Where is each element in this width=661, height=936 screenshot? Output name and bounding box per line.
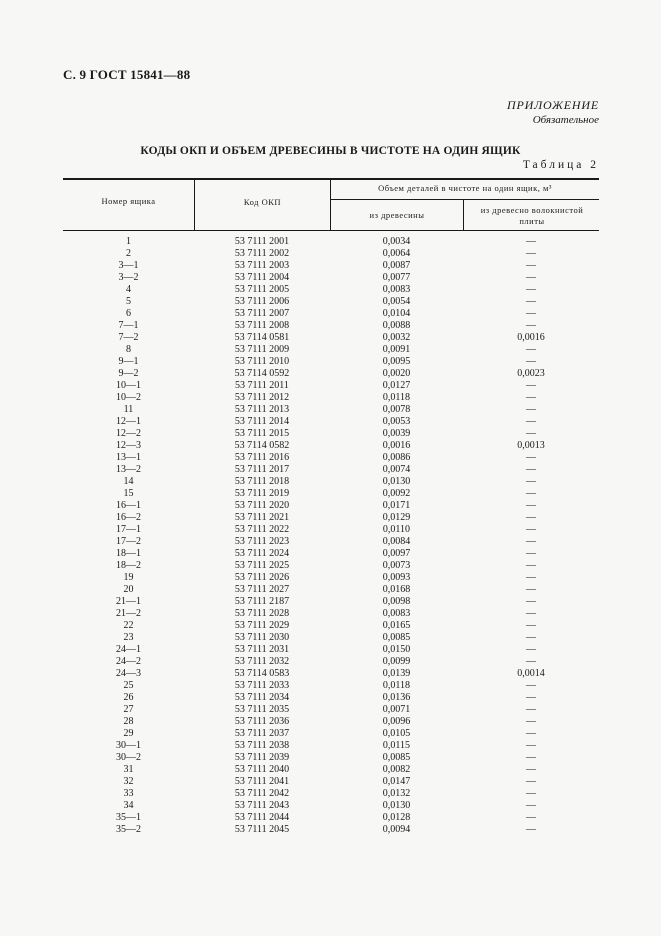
box-number-cell: 6 — [126, 308, 131, 319]
okp-code-cell: 53 7111 2037 — [234, 728, 290, 739]
fiberboard-volume-cell: 0,0014 — [517, 668, 545, 679]
okp-code-cell: 53 7111 2006 — [234, 296, 290, 307]
box-number-cell: 2 — [126, 248, 131, 259]
box-number-cell: 30—2 — [116, 752, 141, 763]
table-row — [63, 416, 599, 428]
fiberboard-volume-cell: — — [526, 320, 536, 331]
fiberboard-volume-cell: — — [526, 728, 536, 739]
wood-volume-cell: 0,0034 — [382, 236, 411, 247]
box-number-cell: 22 — [123, 620, 134, 631]
box-number-cell: 29 — [123, 728, 134, 739]
okp-code-cell: 53 7111 2187 — [234, 596, 290, 607]
fiberboard-volume-cell: — — [526, 572, 536, 583]
table-row — [63, 428, 599, 440]
fiberboard-volume-cell: — — [526, 428, 536, 439]
fiberboard-volume-cell: — — [526, 392, 536, 403]
fiberboard-volume-cell: — — [526, 620, 536, 631]
box-number-cell: 3—1 — [118, 260, 139, 271]
fiberboard-volume-cell: — — [526, 524, 536, 535]
fiberboard-volume-cell: — — [526, 716, 536, 727]
okp-code-cell: 53 7111 2012 — [234, 392, 290, 403]
appendix-block — [507, 98, 599, 126]
fiberboard-volume-cell: — — [526, 296, 536, 307]
table-row — [63, 488, 599, 500]
table-header-bottom-rule — [63, 230, 599, 231]
wood-volume-cell: 0,0078 — [382, 404, 411, 415]
fiberboard-volume-cell: — — [526, 788, 536, 799]
table-row — [63, 680, 599, 692]
fiberboard-volume-cell: — — [526, 308, 536, 319]
okp-code-cell: 53 7111 2027 — [234, 584, 290, 595]
table-row — [63, 644, 599, 656]
box-number-cell: 24—3 — [116, 668, 141, 679]
box-number-cell: 35—2 — [116, 824, 141, 835]
okp-code-cell: 53 7111 2036 — [234, 716, 290, 727]
box-number-cell: 7—2 — [118, 332, 139, 343]
table-row — [63, 608, 599, 620]
fiberboard-volume-cell: — — [526, 764, 536, 775]
box-number-cell: 24—1 — [116, 644, 141, 655]
box-number-cell: 16—1 — [116, 500, 141, 511]
box-number-cell: 34 — [123, 800, 134, 811]
fiberboard-volume-cell: — — [526, 500, 536, 511]
wood-volume-cell: 0,0095 — [382, 356, 411, 367]
table-row — [63, 440, 599, 452]
table-row — [63, 248, 599, 260]
wood-volume-cell: 0,0147 — [382, 776, 411, 787]
okp-code-cell: 53 7111 2028 — [234, 608, 290, 619]
fiberboard-volume-cell: — — [526, 344, 536, 355]
wood-volume-cell: 0,0129 — [382, 512, 411, 523]
wood-volume-cell: 0,0085 — [382, 632, 411, 643]
subheader-rule — [330, 199, 599, 200]
wood-volume-cell: 0,0110 — [382, 524, 411, 535]
box-number-cell: 10—2 — [116, 392, 141, 403]
table-row — [63, 284, 599, 296]
box-number-cell: 9—1 — [118, 356, 139, 367]
table-row — [63, 812, 599, 824]
wood-volume-cell: 0,0071 — [382, 704, 411, 715]
box-number-cell: 35—1 — [116, 812, 141, 823]
header-okp-code: Код ОКП — [243, 197, 282, 207]
wood-volume-cell: 0,0085 — [382, 752, 411, 763]
box-number-cell: 20 — [123, 584, 134, 595]
wood-volume-cell: 0,0054 — [382, 296, 411, 307]
table-top-rule — [63, 178, 599, 180]
okp-code-cell: 53 7111 2008 — [234, 320, 290, 331]
box-number-cell: 30—1 — [116, 740, 141, 751]
okp-code-cell: 53 7111 2005 — [234, 284, 290, 295]
table-label: Таблица 2 — [522, 159, 599, 171]
table-row — [63, 236, 599, 248]
fiberboard-volume-cell: — — [526, 404, 536, 415]
table-row — [63, 524, 599, 536]
box-number-cell: 13—1 — [116, 452, 141, 463]
table-row — [63, 560, 599, 572]
okp-code-cell: 53 7111 2001 — [234, 236, 290, 247]
table-row — [63, 692, 599, 704]
okp-code-cell: 53 7111 2018 — [234, 476, 290, 487]
table-row — [63, 584, 599, 596]
okp-code-cell: 53 7111 2024 — [234, 548, 290, 559]
wood-volume-cell: 0,0053 — [382, 416, 411, 427]
fiberboard-volume-cell: — — [526, 452, 536, 463]
wood-volume-cell: 0,0096 — [382, 716, 411, 727]
box-number-cell: 4 — [126, 284, 131, 295]
box-number-cell: 16—2 — [116, 512, 141, 523]
wood-volume-cell: 0,0092 — [382, 488, 411, 499]
header-wood: из древесины — [369, 210, 425, 220]
fiberboard-volume-cell: — — [526, 476, 536, 487]
box-number-cell: 18—2 — [116, 560, 141, 571]
fiberboard-volume-cell: — — [526, 488, 536, 499]
wood-volume-cell: 0,0020 — [382, 368, 411, 379]
wood-volume-cell: 0,0077 — [382, 272, 411, 283]
wood-volume-cell: 0,0088 — [382, 320, 411, 331]
table-row — [63, 260, 599, 272]
wood-volume-cell: 0,0128 — [382, 812, 411, 823]
box-number-cell: 33 — [123, 788, 134, 799]
box-number-cell: 12—1 — [116, 416, 141, 427]
document-title: КОДЫ ОКП И ОБЪЕМ ДРЕВЕСИНЫ В ЧИСТОТЕ НА ОДИН ЯЩИК — [140, 145, 521, 157]
okp-code-cell: 53 7111 2010 — [234, 356, 290, 367]
box-number-cell: 17—2 — [116, 536, 141, 547]
column-divider — [463, 199, 464, 230]
fiberboard-volume-cell: — — [526, 536, 536, 547]
okp-code-cell: 53 7111 2020 — [234, 500, 290, 511]
box-number-cell: 21—1 — [116, 596, 141, 607]
table-row — [63, 308, 599, 320]
table-row — [63, 668, 599, 680]
table-row — [63, 764, 599, 776]
header-fiberboard: из древесно волокнистой плиты — [480, 205, 584, 226]
okp-code-cell: 53 7111 2042 — [234, 788, 290, 799]
table-row — [63, 776, 599, 788]
fiberboard-volume-cell: — — [526, 740, 536, 751]
fiberboard-volume-cell: — — [526, 680, 536, 691]
okp-code-cell: 53 7111 2026 — [234, 572, 290, 583]
box-number-cell: 8 — [126, 344, 131, 355]
box-number-cell: 10—1 — [116, 380, 141, 391]
wood-volume-cell: 0,0168 — [382, 584, 411, 595]
fiberboard-volume-cell: — — [526, 800, 536, 811]
wood-volume-cell: 0,0136 — [382, 692, 411, 703]
fiberboard-volume-cell: 0,0013 — [517, 440, 545, 451]
box-number-cell: 19 — [123, 572, 134, 583]
fiberboard-volume-cell: — — [526, 644, 536, 655]
okp-code-cell: 53 7111 2009 — [234, 344, 290, 355]
okp-code-cell: 53 7111 2043 — [234, 800, 290, 811]
wood-volume-cell: 0,0073 — [382, 560, 411, 571]
table-row — [63, 800, 599, 812]
table-body — [63, 236, 599, 836]
table-row — [63, 368, 599, 380]
table-row — [63, 632, 599, 644]
okp-code-cell: 53 7111 2002 — [234, 248, 290, 259]
box-number-cell: 12—2 — [116, 428, 141, 439]
box-number-cell: 14 — [123, 476, 134, 487]
table-row — [63, 272, 599, 284]
fiberboard-volume-cell: 0,0016 — [517, 332, 545, 343]
table-row — [63, 380, 599, 392]
fiberboard-volume-cell: — — [526, 752, 536, 763]
okp-code-cell: 53 7111 2017 — [234, 464, 290, 475]
wood-volume-cell: 0,0097 — [382, 548, 411, 559]
table-row — [63, 728, 599, 740]
okp-code-cell: 53 7111 2007 — [234, 308, 290, 319]
okp-code-cell: 53 7111 2019 — [234, 488, 290, 499]
fiberboard-volume-cell: — — [526, 380, 536, 391]
okp-code-cell: 53 7111 2003 — [234, 260, 290, 271]
table-row — [63, 740, 599, 752]
okp-code-cell: 53 7111 2015 — [234, 428, 290, 439]
okp-code-cell: 53 7111 2011 — [235, 380, 289, 391]
okp-code-cell: 53 7111 2035 — [234, 704, 290, 715]
okp-code-cell: 53 7111 2014 — [234, 416, 290, 427]
fiberboard-volume-cell: — — [526, 284, 536, 295]
wood-volume-cell: 0,0115 — [382, 740, 411, 751]
box-number-cell: 7—1 — [118, 320, 139, 331]
box-number-cell: 32 — [123, 776, 134, 787]
wood-volume-cell: 0,0091 — [382, 344, 411, 355]
box-number-cell: 31 — [123, 764, 134, 775]
wood-volume-cell: 0,0083 — [382, 284, 411, 295]
table-row — [63, 296, 599, 308]
okp-code-cell: 53 7111 2023 — [234, 536, 290, 547]
fiberboard-volume-cell: — — [526, 608, 536, 619]
wood-volume-cell: 0,0130 — [382, 800, 411, 811]
box-number-cell: 11 — [123, 404, 134, 415]
table-row — [63, 788, 599, 800]
box-number-cell: 3—2 — [118, 272, 139, 283]
table-row — [63, 332, 599, 344]
okp-code-cell: 53 7111 2013 — [234, 404, 290, 415]
okp-code-cell: 53 7111 2038 — [234, 740, 290, 751]
box-number-cell: 28 — [123, 716, 134, 727]
wood-volume-cell: 0,0171 — [382, 500, 411, 511]
fiberboard-volume-cell: — — [526, 584, 536, 595]
box-number-cell: 25 — [123, 680, 134, 691]
table-row — [63, 704, 599, 716]
okp-code-cell: 53 7111 2039 — [234, 752, 290, 763]
wood-volume-cell: 0,0099 — [382, 656, 411, 667]
okp-code-cell: 53 7111 2004 — [234, 272, 290, 283]
box-number-cell: 15 — [123, 488, 134, 499]
okp-code-cell: 53 7111 2031 — [234, 644, 290, 655]
box-number-cell: 1 — [126, 236, 131, 247]
wood-volume-cell: 0,0165 — [382, 620, 411, 631]
box-number-cell: 27 — [123, 704, 134, 715]
table-row — [63, 344, 599, 356]
table-row — [63, 404, 599, 416]
box-number-cell: 9—2 — [118, 368, 139, 379]
table-row — [63, 320, 599, 332]
okp-code-cell: 53 7114 0583 — [234, 668, 290, 679]
okp-code-cell: 53 7111 2025 — [234, 560, 290, 571]
table-row — [63, 620, 599, 632]
box-number-cell: 26 — [123, 692, 134, 703]
box-number-cell: 12—3 — [116, 440, 141, 451]
wood-volume-cell: 0,0032 — [382, 332, 411, 343]
table-row — [63, 356, 599, 368]
table-row — [63, 536, 599, 548]
wood-volume-cell: 0,0082 — [382, 764, 411, 775]
wood-volume-cell: 0,0098 — [382, 596, 411, 607]
wood-volume-cell: 0,0139 — [382, 668, 411, 679]
okp-code-cell: 53 7114 0592 — [234, 368, 290, 379]
okp-code-cell: 53 7111 2045 — [234, 824, 290, 835]
header-volume-group: Объем деталей в чистоте на один ящик, м³ — [378, 183, 552, 193]
box-number-cell: 21—2 — [116, 608, 141, 619]
fiberboard-volume-cell: — — [526, 824, 536, 835]
okp-code-cell: 53 7111 2021 — [234, 512, 290, 523]
table-row — [63, 548, 599, 560]
table-row — [63, 572, 599, 584]
wood-volume-cell: 0,0093 — [382, 572, 411, 583]
fiberboard-volume-cell: — — [526, 704, 536, 715]
fiberboard-volume-cell: — — [526, 776, 536, 787]
okp-code-cell: 53 7114 0582 — [234, 440, 290, 451]
wood-volume-cell: 0,0130 — [382, 476, 411, 487]
box-number-cell: 5 — [126, 296, 131, 307]
box-number-cell: 18—1 — [116, 548, 141, 559]
wood-volume-cell: 0,0084 — [382, 536, 411, 547]
okp-code-cell: 53 7111 2041 — [234, 776, 290, 787]
okp-code-cell: 53 7111 2030 — [234, 632, 290, 643]
table-row — [63, 392, 599, 404]
fiberboard-volume-cell: 0,0023 — [517, 368, 545, 379]
wood-volume-cell: 0,0104 — [382, 308, 411, 319]
wood-volume-cell: 0,0016 — [382, 440, 411, 451]
okp-code-cell: 53 7111 2040 — [234, 764, 290, 775]
wood-volume-cell: 0,0150 — [382, 644, 411, 655]
fiberboard-volume-cell: — — [526, 812, 536, 823]
wood-volume-cell: 0,0118 — [382, 680, 411, 691]
table-row — [63, 500, 599, 512]
wood-volume-cell: 0,0127 — [382, 380, 411, 391]
fiberboard-volume-cell: — — [526, 560, 536, 571]
fiberboard-volume-cell: — — [526, 248, 536, 259]
fiberboard-volume-cell: — — [526, 464, 536, 475]
fiberboard-volume-cell: — — [526, 548, 536, 559]
wood-volume-cell: 0,0086 — [382, 452, 411, 463]
box-number-cell: 23 — [123, 632, 134, 643]
header-box-number: Номер ящика — [101, 196, 156, 206]
box-number-cell: 24—2 — [116, 656, 141, 667]
fiberboard-volume-cell: — — [526, 692, 536, 703]
table-row — [63, 464, 599, 476]
table-row — [63, 596, 599, 608]
box-number-cell: 17—1 — [116, 524, 141, 535]
okp-code-cell: 53 7114 0581 — [234, 332, 290, 343]
appendix-title: ПРИЛОЖЕНИЕ — [507, 98, 599, 112]
wood-volume-cell: 0,0039 — [382, 428, 411, 439]
appendix-subtitle: Обязательное — [532, 114, 599, 126]
wood-volume-cell: 0,0094 — [382, 824, 411, 835]
fiberboard-volume-cell: — — [526, 656, 536, 667]
table-row — [63, 452, 599, 464]
table-row — [63, 512, 599, 524]
table-row — [63, 824, 599, 836]
fiberboard-volume-cell: — — [526, 596, 536, 607]
wood-volume-cell: 0,0083 — [382, 608, 411, 619]
wood-volume-cell: 0,0064 — [382, 248, 411, 259]
okp-code-cell: 53 7111 2029 — [234, 620, 290, 631]
table-row — [63, 476, 599, 488]
wood-volume-cell: 0,0118 — [382, 392, 411, 403]
fiberboard-volume-cell: — — [526, 416, 536, 427]
fiberboard-volume-cell: — — [526, 272, 536, 283]
okp-code-cell: 53 7111 2016 — [234, 452, 290, 463]
okp-code-cell: 53 7111 2044 — [234, 812, 290, 823]
wood-volume-cell: 0,0105 — [382, 728, 411, 739]
okp-code-cell: 53 7111 2033 — [234, 680, 290, 691]
table-row — [63, 656, 599, 668]
fiberboard-volume-cell: — — [526, 356, 536, 367]
table-row — [63, 716, 599, 728]
okp-code-cell: 53 7111 2022 — [234, 524, 290, 535]
okp-code-cell: 53 7111 2032 — [234, 656, 290, 667]
box-number-cell: 13—2 — [116, 464, 141, 475]
wood-volume-cell: 0,0132 — [382, 788, 411, 799]
fiberboard-volume-cell: — — [526, 512, 536, 523]
wood-volume-cell: 0,0087 — [382, 260, 411, 271]
wood-volume-cell: 0,0074 — [382, 464, 411, 475]
fiberboard-volume-cell: — — [526, 236, 536, 247]
okp-code-cell: 53 7111 2034 — [234, 692, 290, 703]
page-header: С. 9 ГОСТ 15841—88 — [63, 67, 191, 82]
fiberboard-volume-cell: — — [526, 632, 536, 643]
table-row — [63, 752, 599, 764]
fiberboard-volume-cell: — — [526, 260, 536, 271]
